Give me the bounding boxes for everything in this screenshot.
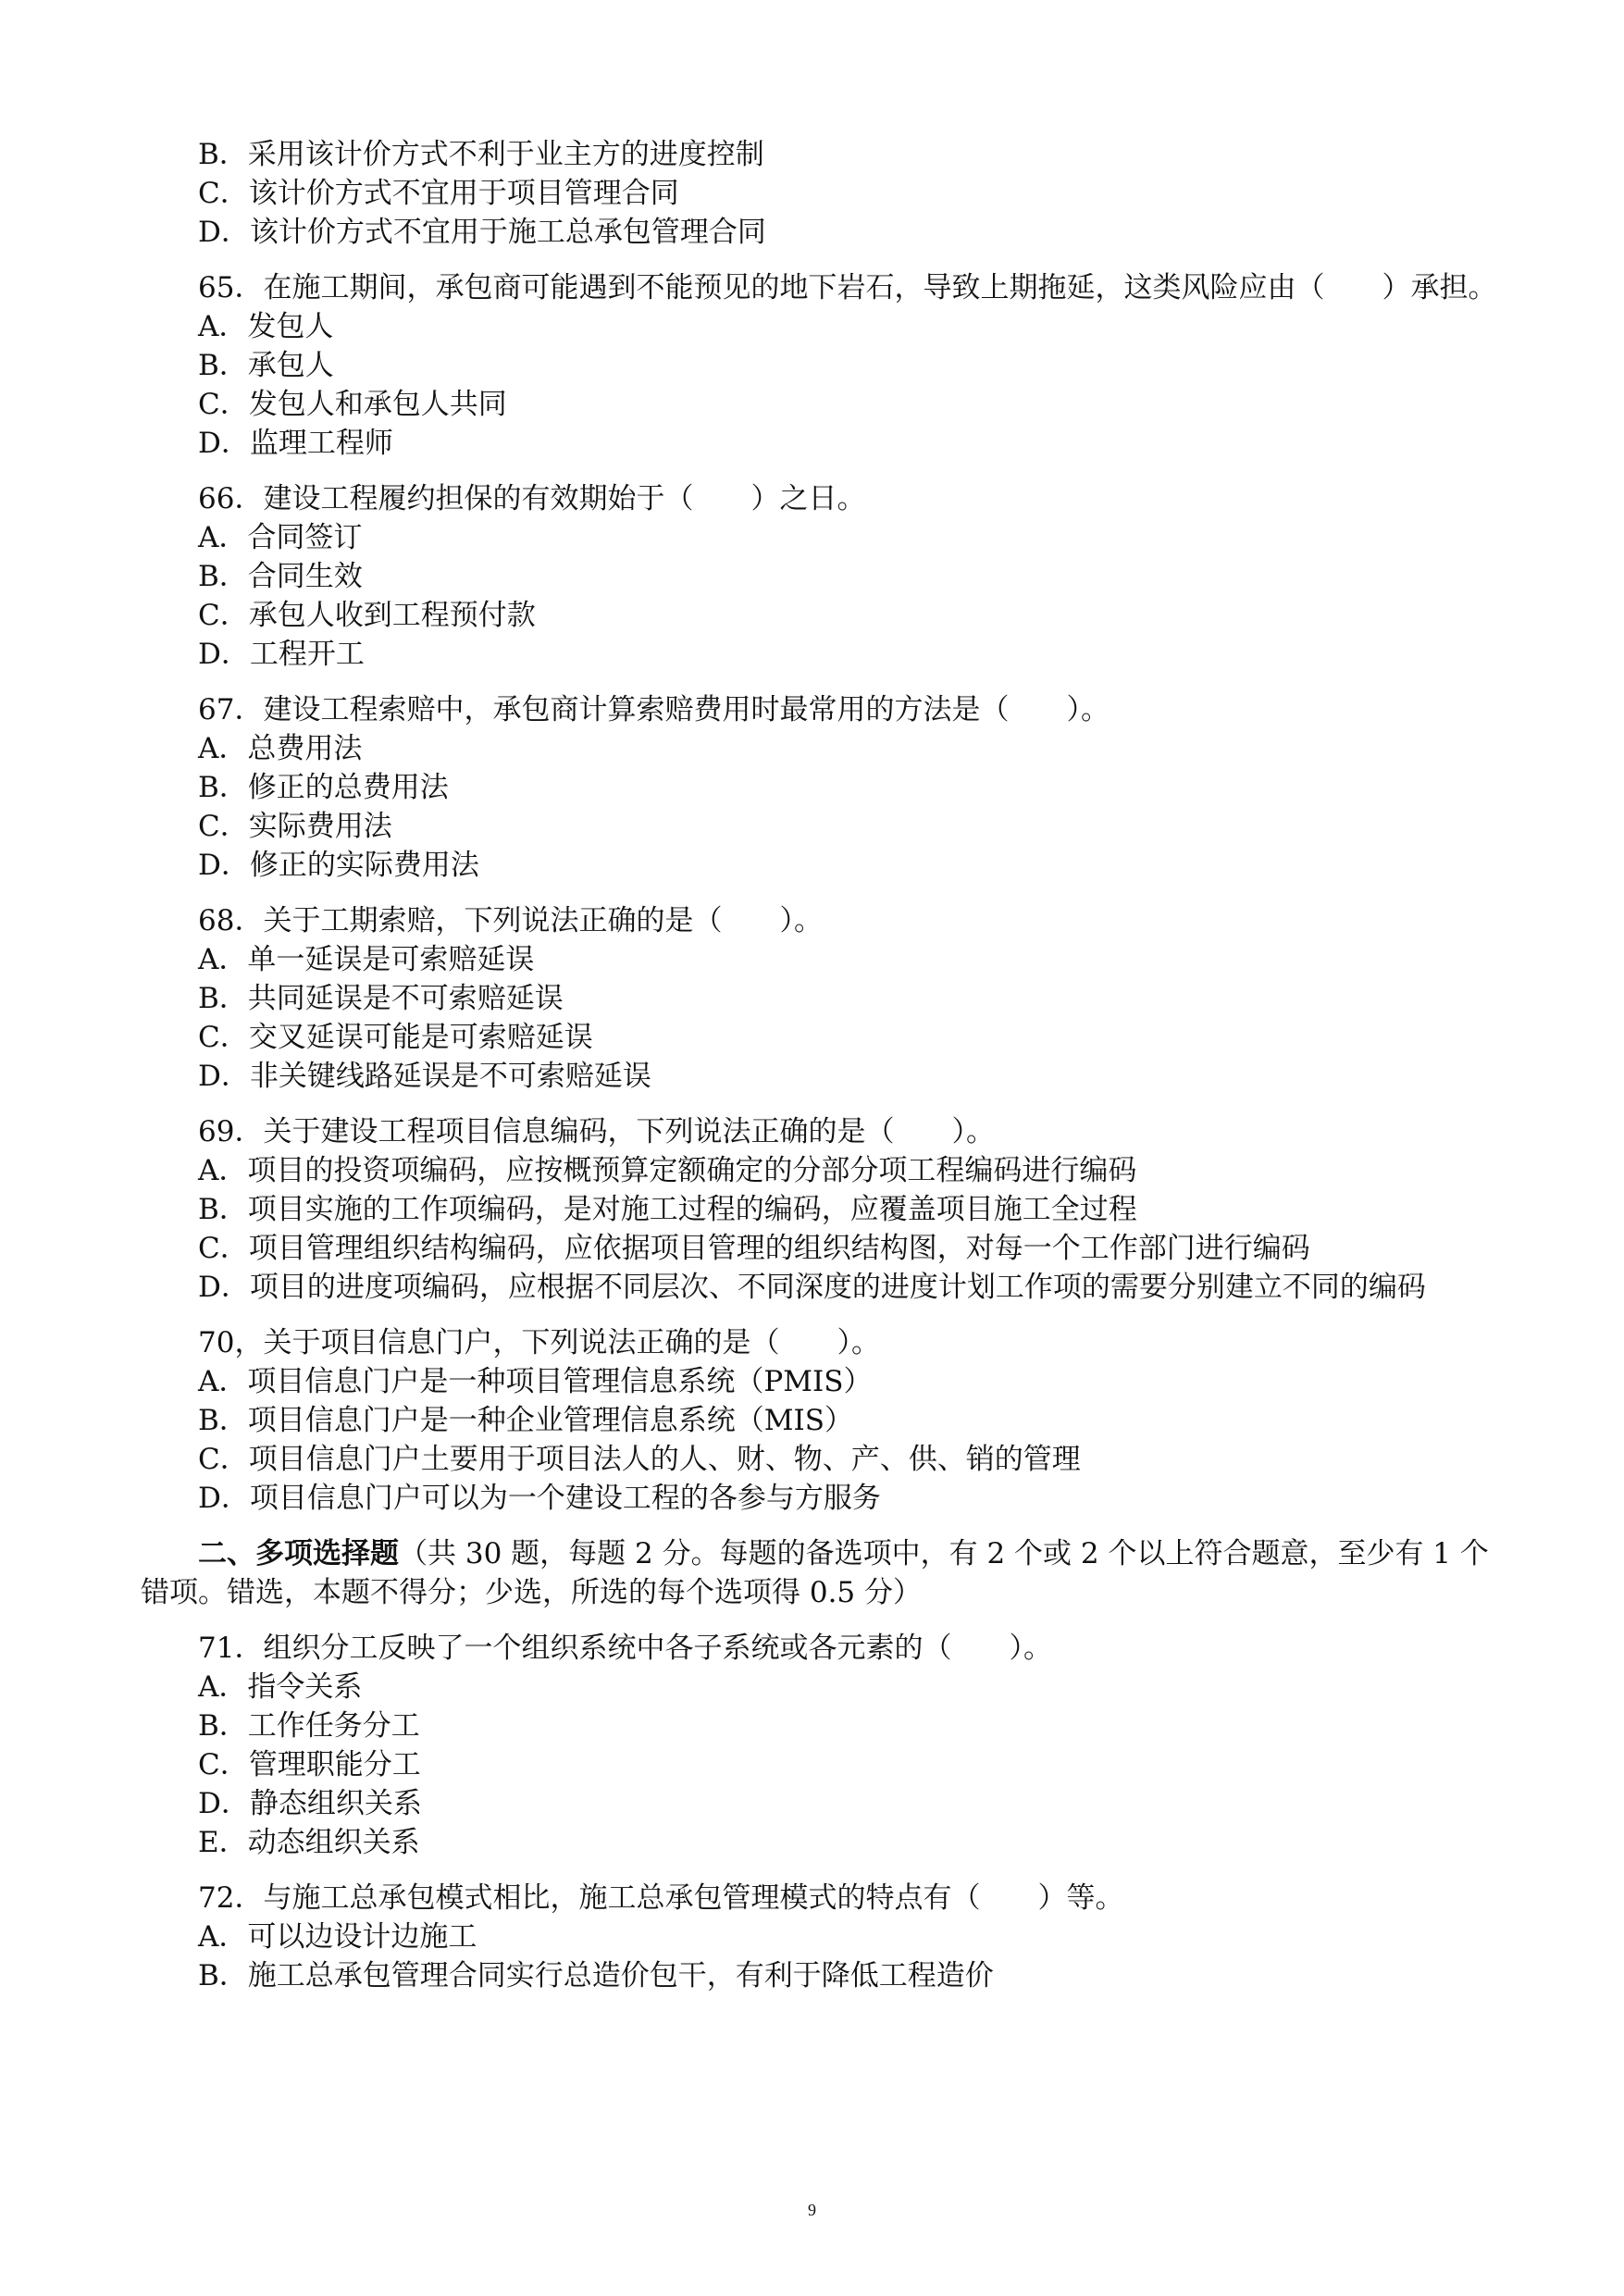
option-a-68: A．单一延误是可索赔延误 [198, 943, 535, 976]
option-d-67: D．修正的实际费用法 [198, 849, 479, 882]
section-two-instructions: （共 30 题，每题 2 分。每题的备选项中，有 2 个或 2 个以上符合题意，至少有 1 个错项。错选，本题不得分；少选，所选的每个选项得 0.5 分） [141, 1537, 1489, 1609]
option-b-72: B．施工总承包管理合同实行总造价包干，有利于降低工程造价 [198, 1959, 994, 1992]
exam-page [141, 135, 1510, 1995]
option-c-66: C．承包人收到工程预付款 [198, 599, 536, 632]
option-b-69: B．项目实施的工作项编码，是对施工过程的编码，应覆盖项目施工全过程 [198, 1193, 1137, 1226]
question-69-stem: 69．关于建设工程项目信息编码，下列说法正确的是（ ）。 [198, 1115, 995, 1148]
option-c-65: C．发包人和承包人共同 [198, 388, 507, 421]
option-d-64: D．该计价方式不宜用于施工总承包管理合同 [198, 216, 766, 249]
option-c-71: C．管理职能分工 [198, 1748, 421, 1781]
option-b-68: B．共同延误是不可索赔延误 [198, 982, 564, 1015]
option-b-66: B．合同生效 [198, 560, 363, 593]
question-71-stem: 71．组织分工反映了一个组织系统中各子系统或各元素的（ ）。 [198, 1632, 1052, 1665]
option-d-68: D．非关键线路延误是不可索赔延误 [198, 1060, 651, 1093]
option-d-70: D．项目信息门户可以为一个建设工程的各参与方服务 [198, 1482, 881, 1515]
page-number: 9 [808, 2201, 816, 2219]
option-b-65: B．承包人 [198, 349, 334, 382]
option-a-66: A．合同签订 [198, 521, 363, 554]
question-72-stem: 72．与施工总承包模式相比，施工总承包管理模式的特点有（ ）等。 [198, 1881, 1124, 1915]
question-66-stem: 66．建设工程履约担保的有效期始于（ ）之日。 [198, 482, 866, 515]
section-two-title: 二、多项选择题 [198, 1537, 399, 1570]
option-c-64: C．该计价方式不宜用于项目管理合同 [198, 177, 679, 210]
question-68-stem: 68．关于工期索赔，下列说法正确的是（ ）。 [198, 904, 823, 937]
option-a-70: A．项目信息门户是一种项目管理信息系统（PMIS） [198, 1365, 873, 1398]
section-two-heading [141, 1534, 1510, 1612]
option-c-69: C．项目管理组织结构编码，应依据项目管理的组织结构图，对每一个工作部门进行编码 [198, 1232, 1310, 1265]
option-d-69: D．项目的进度项编码，应根据不同层次、不同深度的进度计划工作项的需要分别建立不同的编码 [198, 1271, 1426, 1304]
question-65-stem: 65．在施工期间，承包商可能遇到不能预见的地下岩石，导致上期拖延，这类风险应由（ ）承担。 [198, 271, 1497, 304]
option-b-64: B．采用该计价方式不利于业主方的进度控制 [198, 138, 764, 171]
option-c-70: C．项目信息门户土要用于项目法人的人、财、物、产、供、销的管理 [198, 1443, 1081, 1476]
option-d-65: D．监理工程师 [198, 427, 393, 460]
option-a-72: A．可以边设计边施工 [198, 1920, 477, 1954]
option-b-71: B．工作任务分工 [198, 1709, 420, 1743]
option-d-66: D．工程开工 [198, 638, 365, 671]
option-e-71: E．动态组织关系 [198, 1826, 420, 1859]
question-70-stem: 70，关于项目信息门户，下列说法正确的是（ ）。 [198, 1326, 880, 1359]
option-a-69: A．项目的投资项编码，应按概预算定额确定的分部分项工程编码进行编码 [198, 1154, 1137, 1187]
option-c-67: C．实际费用法 [198, 810, 392, 843]
option-d-71: D．静态组织关系 [198, 1787, 422, 1820]
option-a-67: A．总费用法 [198, 732, 363, 765]
option-a-71: A．指令关系 [198, 1670, 363, 1704]
option-b-67: B．修正的总费用法 [198, 771, 449, 804]
option-b-70: B．项目信息门户是一种企业管理信息系统（MIS） [198, 1404, 854, 1437]
question-67-stem: 67．建设工程索赔中，承包商计算索赔费用时最常用的方法是（ ）。 [198, 693, 1110, 726]
option-a-65: A．发包人 [198, 310, 334, 343]
option-c-68: C．交叉延误可能是可索赔延误 [198, 1021, 593, 1054]
